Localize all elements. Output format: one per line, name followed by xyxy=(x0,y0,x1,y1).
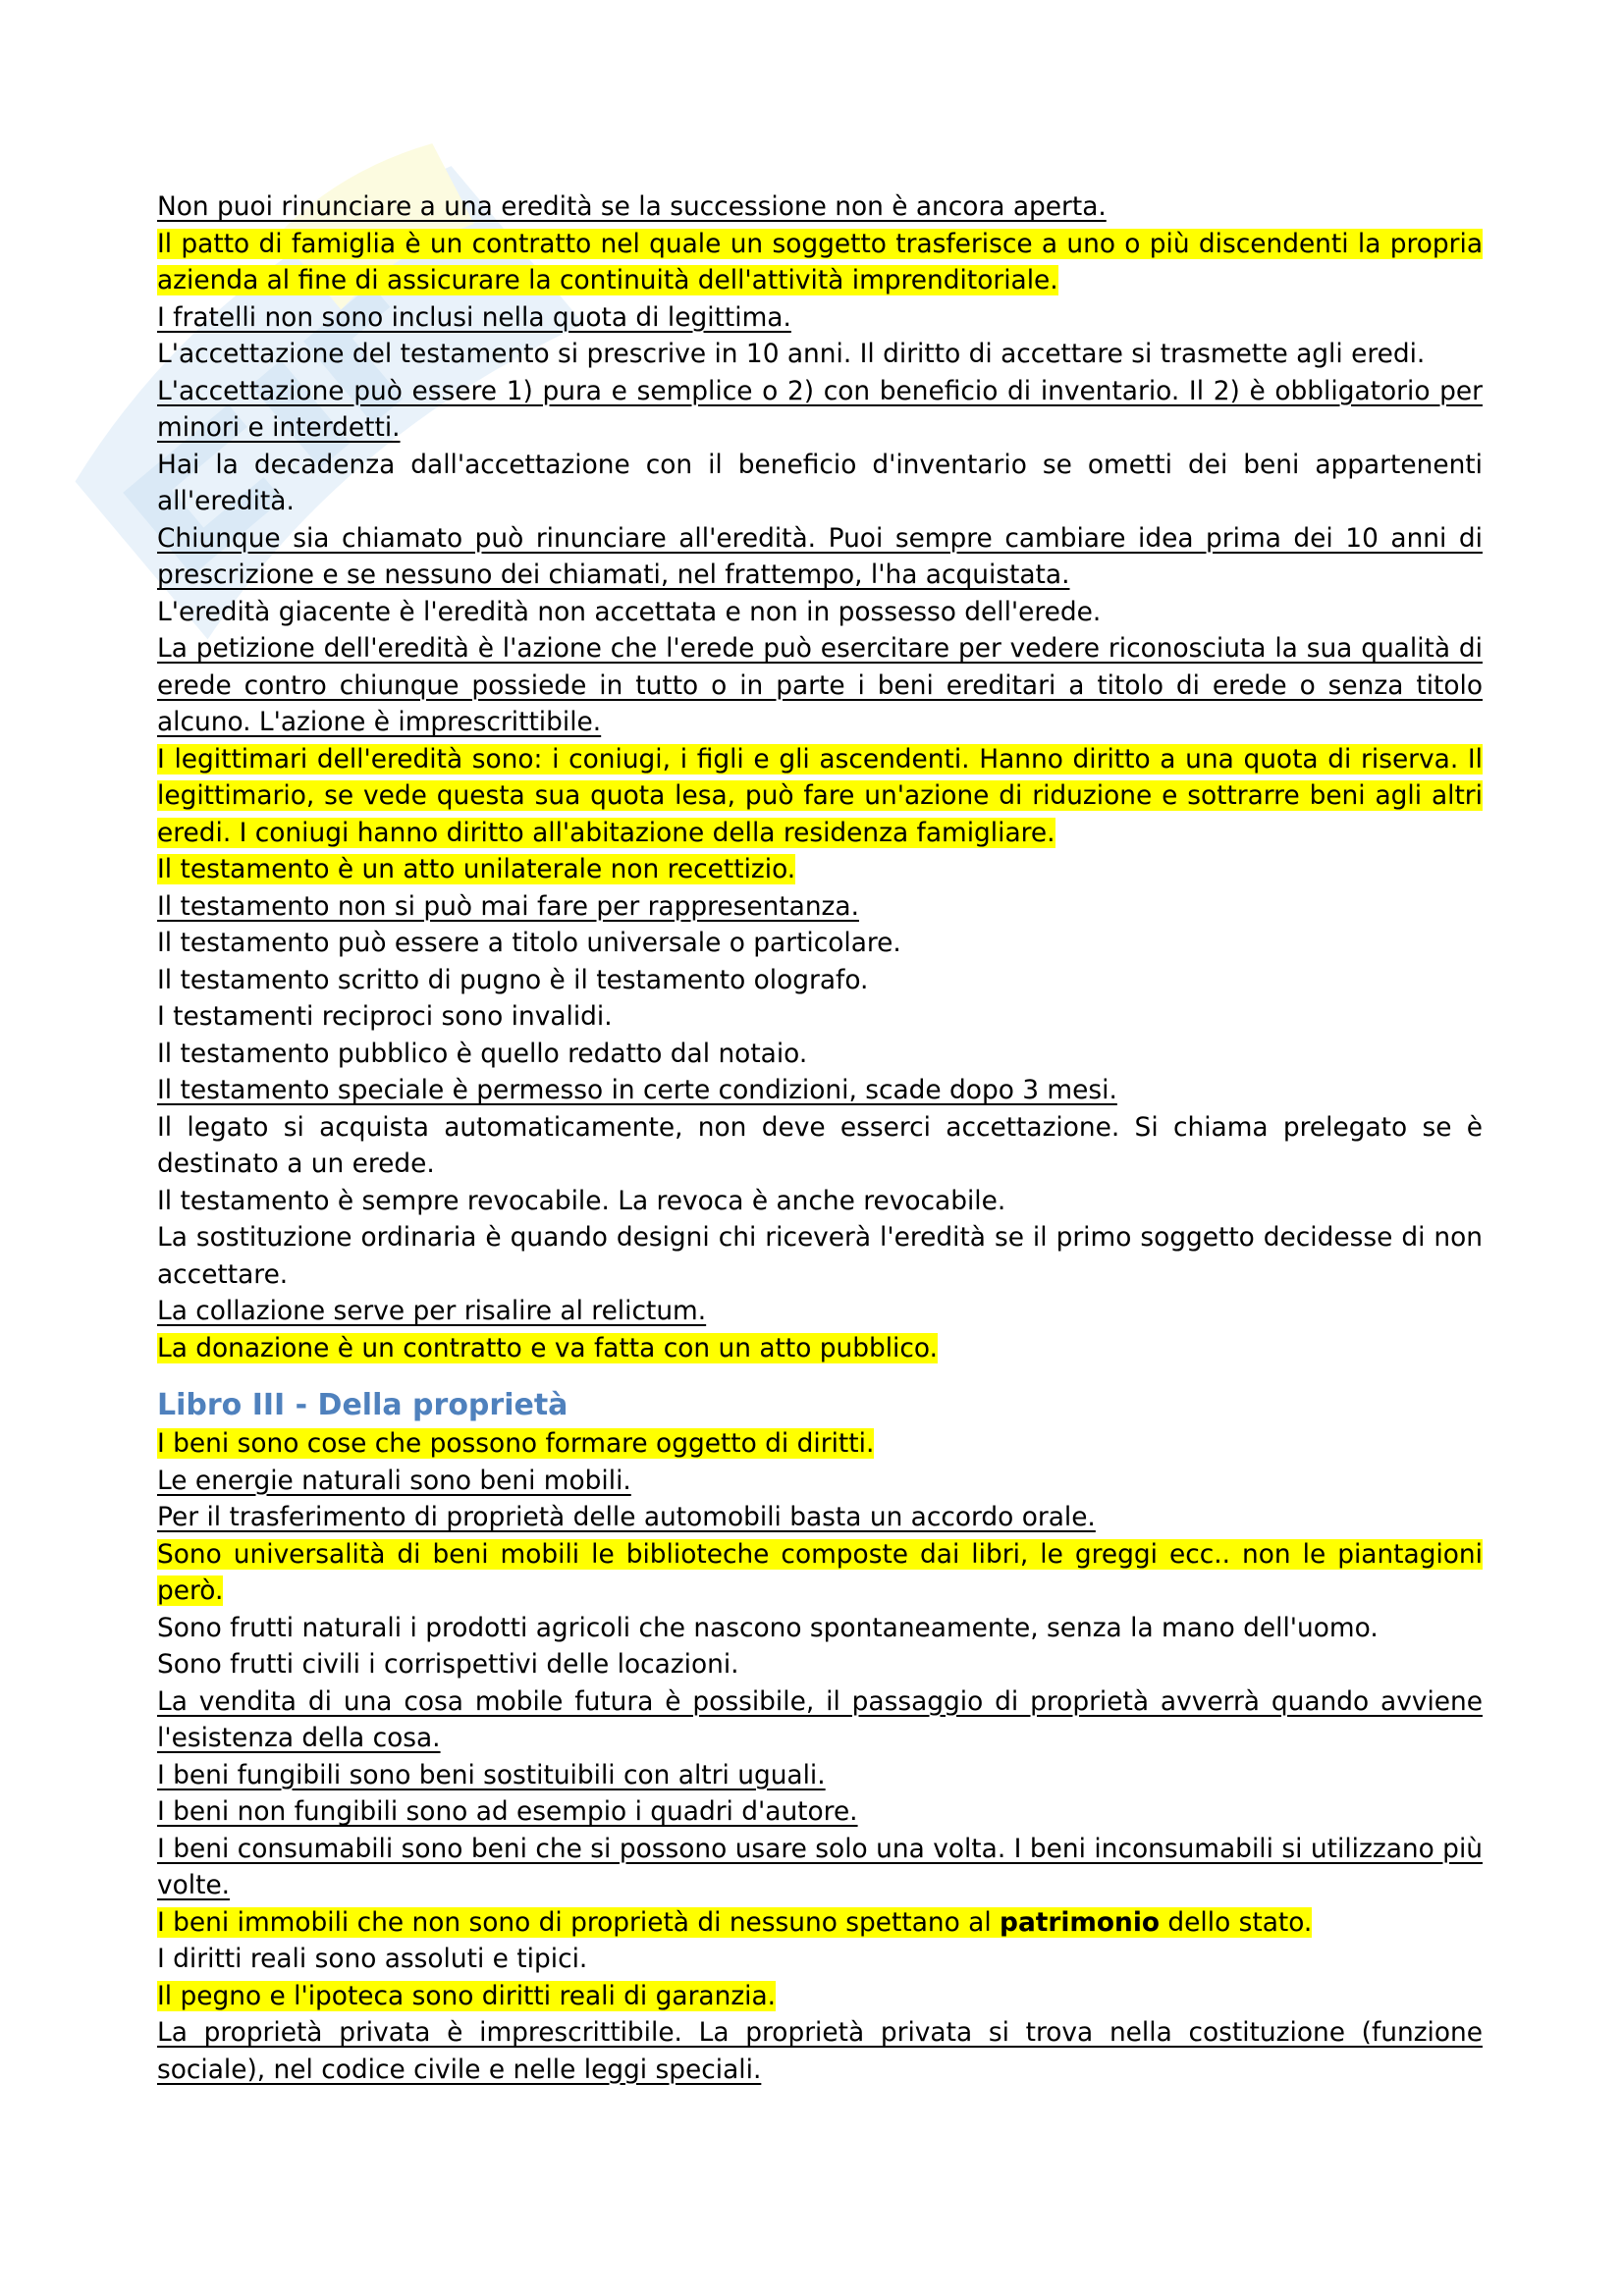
note-text: Sono frutti naturali i prodotti agricoli che nascono spontaneamente, senza la mano dell'uomo. xyxy=(157,1612,1379,1643)
note-line xyxy=(157,520,1483,594)
note-text: Il testamento non si può mai fare per rappresentanza. xyxy=(157,890,859,922)
note-text: L'accettazione può essere 1) pura e semplice o 2) con beneficio di inventario. Il 2) è obbligatorio per minori e interdetti. xyxy=(157,375,1483,443)
note-line xyxy=(157,888,1483,926)
note-text: Sono universalità di beni mobili le biblioteche composte dai libri, le greggi ecc.. non le piantagioni però. xyxy=(157,1538,1483,1606)
note-line xyxy=(157,1831,1483,1904)
section-heading: Libro III - Della proprietà xyxy=(157,1388,568,1422)
note-line xyxy=(157,226,1483,299)
note-line xyxy=(157,1941,1483,1978)
note-line-patrimonio xyxy=(157,1904,1483,1942)
note-line xyxy=(157,998,1483,1036)
note-text: I beni non fungibili sono ad esempio i quadri d'autore. xyxy=(157,1796,858,1827)
note-text: Il legato si acquista automaticamente, non deve esserci accettazione. Si chiama prelegato se è destinato a un erede. xyxy=(157,1111,1483,1179)
note-line xyxy=(157,1425,1483,1463)
property-notes-continued xyxy=(157,1941,1483,2088)
note-text: Il testamento scritto di pugno è il testamento olografo. xyxy=(157,964,869,995)
note-line xyxy=(157,1293,1483,1330)
note-line xyxy=(157,1330,1483,1367)
patrimonio-after: dello stato. xyxy=(1160,1906,1313,1938)
note-line xyxy=(157,1536,1483,1610)
note-line xyxy=(157,188,1483,226)
note-text: I legittimari dell'eredità sono: i coniugi, i figli e gli ascendenti. Hanno diritto a una quota di riserva. Il legittimario, se vede questa sua quota lesa, può fare un'azione di riduzione e sottrarre beni agli altri eredi. I coniugi hanno diritto all'abitazione della residenza famigliare. xyxy=(157,743,1483,848)
note-line xyxy=(157,962,1483,999)
note-text: Chiunque sia chiamato può rinunciare all'eredità. Puoi sempre cambiare idea prima dei 10 anni di prescrizione e se nessuno dei chiamati, nel frattempo, l'ha acquistata. xyxy=(157,522,1483,590)
note-text: Il patto di famiglia è un contratto nel quale un soggetto trasferisce a uno o più discendenti la propria azienda al fine di assicurare la continuità dell'attività imprenditoriale. xyxy=(157,228,1483,295)
note-line xyxy=(157,1683,1483,1757)
note-text: La collazione serve per risalire al relictum. xyxy=(157,1296,707,1326)
patrimonio-bold: patrimonio xyxy=(1000,1906,1161,1938)
note-text: Il testamento è un atto unilaterale non recettizio. xyxy=(157,854,796,884)
note-text: I fratelli non sono inclusi nella quota di legittima. xyxy=(157,301,791,333)
patrimonio-before: I beni immobili che non sono di proprietà di nessuno spettano al xyxy=(157,1906,1001,1938)
note-line xyxy=(157,336,1483,373)
note-text: I beni sono cose che possono formare oggetto di diritti. xyxy=(157,1428,875,1459)
note-line xyxy=(157,447,1483,520)
note-text: Hai la decadenza dall'accettazione con il beneficio d'inventario se ometti dei beni appartenenti all'eredità. xyxy=(157,449,1483,516)
note-text: I diritti reali sono assoluti e tipici. xyxy=(157,1944,588,1974)
note-text: Per il trasferimento di proprietà delle automobili basta un accordo orale. xyxy=(157,1502,1096,1532)
note-line xyxy=(157,1757,1483,1794)
note-line xyxy=(157,1036,1483,1073)
note-line xyxy=(157,1610,1483,1647)
note-line xyxy=(157,1793,1483,1831)
note-line xyxy=(157,2014,1483,2088)
note-text: Il testamento speciale è permesso in certe condizioni, scade dopo 3 mesi. xyxy=(157,1075,1117,1105)
note-line xyxy=(157,1646,1483,1683)
note-line xyxy=(157,741,1483,852)
note-text: Sono frutti civili i corrispettivi delle locazioni. xyxy=(157,1649,739,1680)
note-line xyxy=(157,1109,1483,1183)
note-line xyxy=(157,1463,1483,1500)
note-text: L'eredità giacente è l'eredità non accettata e non in possesso dell'erede. xyxy=(157,596,1102,627)
note-text: L'accettazione del testamento si prescrive in 10 anni. Il diritto di accettare si trasmette agli eredi. xyxy=(157,339,1426,369)
note-line xyxy=(157,594,1483,631)
note-line xyxy=(157,925,1483,962)
note-text: I testamenti reciproci sono invalidi. xyxy=(157,1001,613,1032)
note-line xyxy=(157,851,1483,888)
note-line xyxy=(157,1219,1483,1293)
note-text: La petizione dell'eredità è l'azione che l'erede può esercitare per vedere riconosciuta la sua qualità di erede contro chiunque possiede in tutto o in parte i beni ereditari a titolo di erede o senza titolo alcuno. L'azione è imprescrittibile. xyxy=(157,633,1483,737)
inheritance-notes xyxy=(157,188,1483,1366)
note-text: I beni consumabili sono beni che si possono usare solo una volta. I beni inconsumabili si utilizzano più volte. xyxy=(157,1833,1483,1900)
note-line xyxy=(157,299,1483,337)
note-text: I beni fungibili sono beni sostituibili con altri uguali. xyxy=(157,1759,826,1790)
note-text: Il testamento è sempre revocabile. La revoca è anche revocabile. xyxy=(157,1185,1006,1216)
note-text: Il testamento può essere a titolo universale o particolare. xyxy=(157,928,901,958)
note-text: La proprietà privata è imprescrittibile. La proprietà privata si trova nella costituzione (funzione sociale), nel codice civile e nelle leggi speciali. xyxy=(157,2017,1483,2085)
note-line xyxy=(157,373,1483,447)
note-text: Il testamento pubblico è quello redatto dal notaio. xyxy=(157,1038,808,1069)
note-line xyxy=(157,1183,1483,1220)
note-text: Le energie naturali sono beni mobili. xyxy=(157,1465,631,1496)
note-line xyxy=(157,630,1483,741)
property-notes xyxy=(157,1425,1483,1904)
note-line xyxy=(157,1499,1483,1536)
note-text: La donazione è un contratto e va fatta con un atto pubblico. xyxy=(157,1332,938,1363)
note-text: La vendita di una cosa mobile futura è possibile, il passaggio di proprietà avverrà quando avviene l'esistenza della cosa. xyxy=(157,1685,1483,1753)
note-line xyxy=(157,1978,1483,2015)
note-text: Non puoi rinunciare a una eredità se la successione non è ancora aperta. xyxy=(157,191,1107,222)
document-page xyxy=(157,188,1483,2088)
note-text: La sostituzione ordinaria è quando designi chi riceverà l'eredità se il primo soggetto decidesse di non accettare. xyxy=(157,1222,1483,1290)
note-text: Il pegno e l'ipoteca sono diritti reali di garanzia. xyxy=(157,1980,777,2011)
note-line xyxy=(157,1072,1483,1109)
